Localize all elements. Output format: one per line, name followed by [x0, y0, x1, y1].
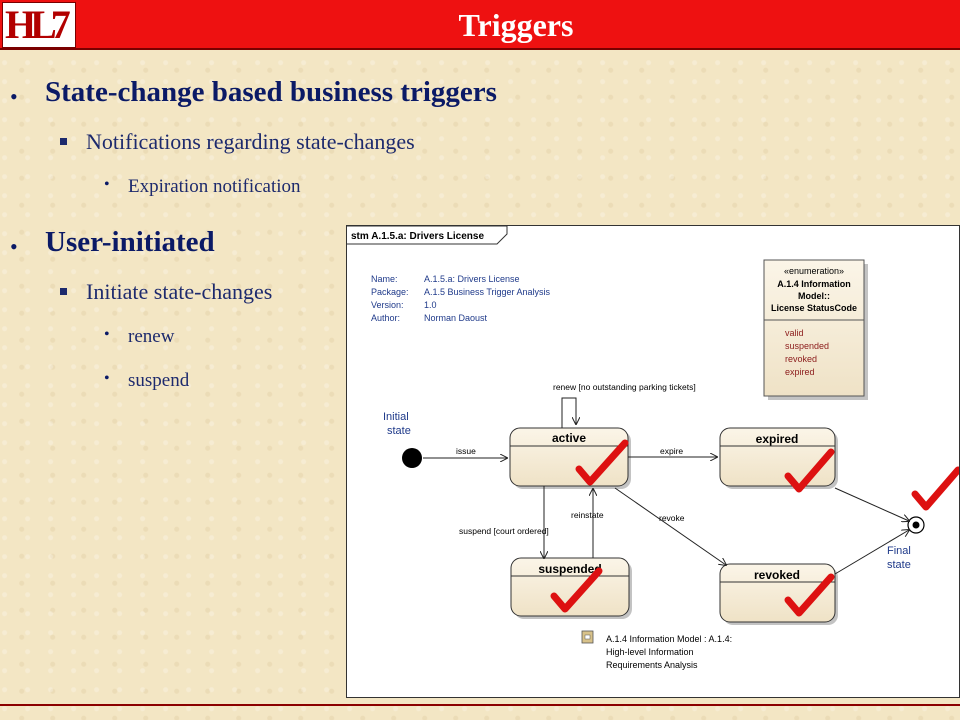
bullet-level3-suspend: suspend [128, 370, 190, 391]
meta-value-author: Norman Daoust [424, 313, 488, 323]
enum-value-revoked: revoked [785, 354, 818, 364]
initial-state-label-line1: Initial [383, 411, 409, 423]
meta-value-name: A.1.5.a: Drivers License [424, 274, 520, 284]
bullet-dot-icon: • [10, 84, 18, 109]
transition-revoke-label: revoke [659, 513, 685, 523]
enum-value-valid: valid [785, 328, 804, 338]
final-state-label-line1: Final [887, 545, 911, 557]
state-expired [720, 428, 838, 489]
title-bar [0, 0, 960, 50]
state-machine-diagram [346, 225, 960, 698]
note-line1: A.1.4 Information Model : A.1.4: [606, 634, 733, 644]
bullet-level1-user-initiated: User-initiated [45, 226, 215, 258]
state-expired-label: expired [755, 432, 799, 446]
enum-value-expired: expired [785, 367, 815, 377]
transition-expire-label: expire [660, 446, 684, 456]
transition-issue-label: issue [456, 446, 476, 456]
bullet-level3-renew: renew [128, 326, 175, 347]
bullet-level2-initiate: Initiate state-changes [86, 279, 273, 304]
state-suspended-label: suspended [538, 562, 602, 576]
enum-name-line1: A.1.4 Information [777, 279, 851, 289]
initial-state-node [402, 448, 422, 468]
bullet-level3-expiration: Expiration notification [128, 176, 301, 197]
transition-expired-final [835, 488, 909, 521]
enum-value-suspended: suspended [785, 341, 830, 351]
state-suspended [511, 558, 632, 619]
diagram-link-note[interactable] [582, 631, 732, 670]
bullet-level2-notifications: Notifications regarding state-changes [86, 129, 415, 154]
note-line3: Requirements Analysis [606, 660, 698, 670]
state-revoked [720, 564, 838, 625]
square-bullet-icon [60, 288, 67, 295]
enum-name-line2: Model:: [798, 291, 830, 301]
meta-label-name: Name: [371, 274, 398, 284]
frame-tab [347, 226, 507, 244]
transition-suspend-label: suspend [court ordered] [459, 526, 549, 536]
bullet-dot-icon: • [104, 326, 110, 343]
meta-label-package: Package: [371, 287, 409, 297]
bullet-level1-state-change: State-change based business triggers [45, 76, 497, 108]
checkmark-final-icon [915, 470, 958, 507]
slide-title: Triggers [458, 7, 574, 43]
footer-rule [0, 704, 960, 706]
meta-label-version: Version: [371, 300, 404, 310]
state-revoked-label: revoked [753, 568, 801, 582]
meta-value-version: 1.0 [424, 300, 437, 310]
state-active-label: active [551, 431, 587, 445]
hl7-logo: HL7 [2, 2, 76, 48]
bullet-dot-icon: • [104, 176, 110, 193]
meta-label-author: Author: [371, 313, 401, 323]
note-line2: High-level Information [606, 647, 694, 657]
transition-revoke [615, 488, 726, 565]
initial-state-label-line2: state [387, 425, 411, 437]
enumeration-box [764, 260, 868, 400]
bullet-dot-icon: • [10, 234, 18, 259]
final-state-label-line2: state [887, 559, 911, 571]
transition-reinstate-label: reinstate [571, 510, 604, 520]
bullet-dot-icon: • [104, 370, 110, 387]
enum-name-line3: License StatusCode [770, 303, 858, 313]
square-bullet-icon [60, 138, 67, 145]
transition-renew [562, 398, 576, 428]
transition-renew-label: renew [no outstanding parking tickets] [553, 382, 696, 392]
enum-stereotype: «enumeration» [783, 266, 845, 276]
frame-title: stm A.1.5.a: Drivers License [351, 231, 485, 242]
meta-value-package: A.1.5 Business Trigger Analysis [424, 287, 551, 297]
